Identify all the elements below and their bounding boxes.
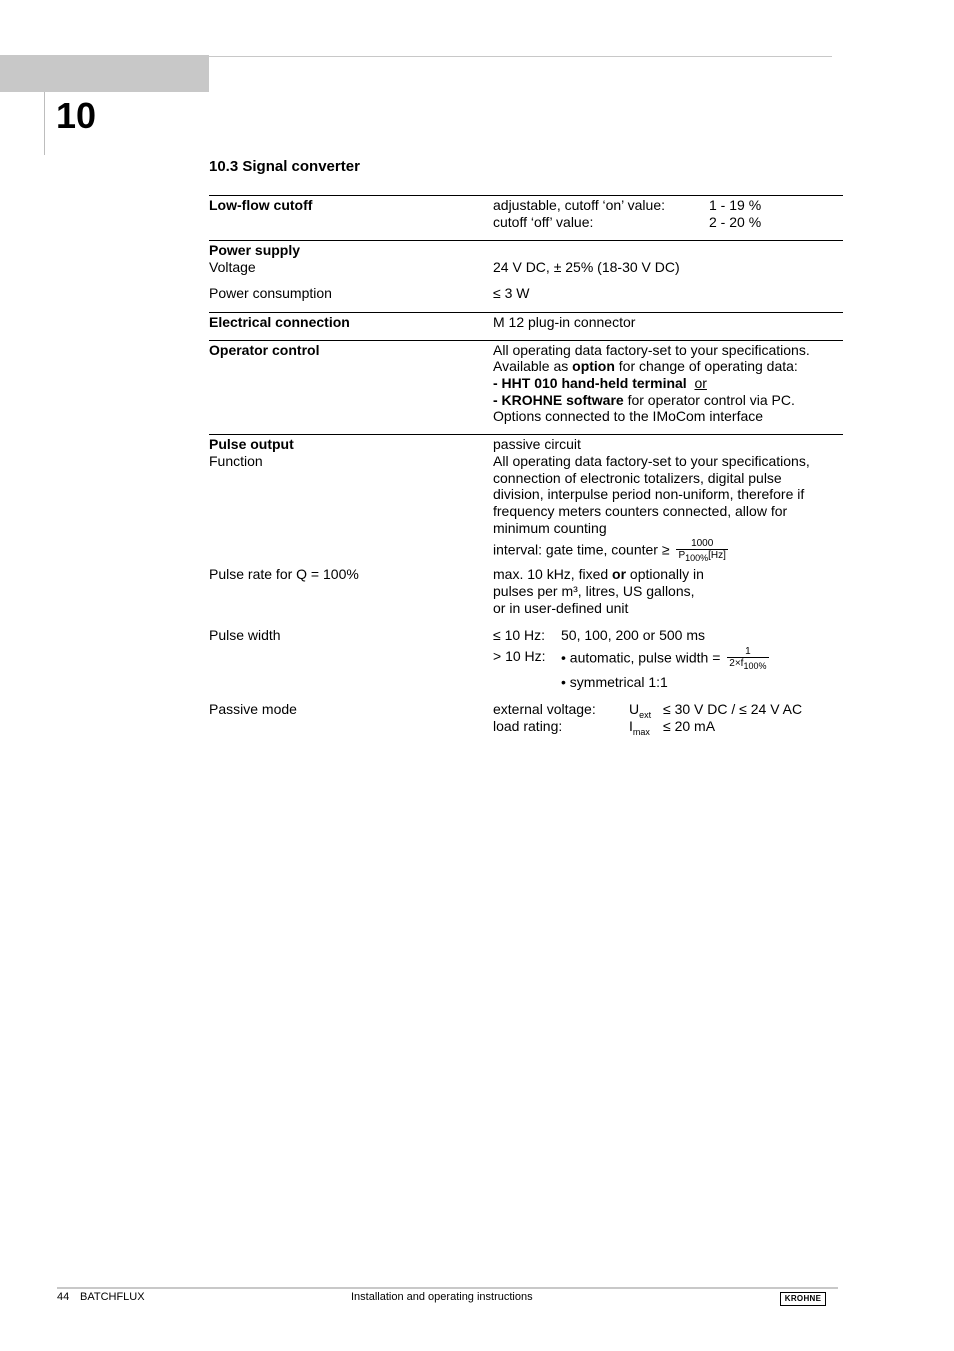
- width-high-formula: • automatic, pulse width = $\frac{1}{2\times f_{100\%}}$: [561, 646, 767, 671]
- pulse-label: Pulse output: [209, 436, 294, 452]
- width-symmetrical: • symmetrical 1:1: [561, 674, 668, 690]
- consumption-label: Power consumption: [209, 285, 332, 301]
- row-divider: [209, 340, 843, 341]
- operator-line-5: Options connected to the IMoCom interface: [493, 408, 764, 424]
- lowflow-off-value: 2 - 20 %: [709, 214, 762, 230]
- ext-voltage-value: ≤ 30 V DC / ≤ 24 V AC: [663, 701, 803, 717]
- load-rating-symbol: $I_{max}$: [629, 718, 650, 737]
- ext-voltage-symbol: $U_{ext}$: [629, 701, 652, 720]
- load-rating-value: ≤ 20 mA: [663, 718, 716, 734]
- electrical-value: M 12 plug-in connector: [493, 314, 636, 330]
- power-label: Power supply: [209, 242, 301, 258]
- passive-circuit: passive circuit: [493, 436, 581, 452]
- operator-label: Operator control: [209, 342, 320, 358]
- electrical-label: Electrical connection: [209, 314, 350, 330]
- operator-line-2: Available as option for change of operating data:: [493, 358, 798, 374]
- footer-rule: [57, 1287, 838, 1289]
- product-name: BATCHFLUX: [80, 1291, 145, 1303]
- voltage-label: Voltage: [209, 259, 256, 275]
- header-rule: [209, 56, 832, 57]
- rate-line-2: pulses per m³, litres, US gallons,: [493, 583, 695, 599]
- width-label: Pulse width: [209, 627, 281, 643]
- header-tab: [0, 55, 209, 92]
- krohne-logo: KROHNE: [780, 1292, 826, 1306]
- row-divider: [209, 240, 843, 241]
- pulse-desc-3: division, interpulse period non-uniform, therefore if: [493, 486, 805, 502]
- width-low-cond: ≤ 10 Hz:: [493, 627, 546, 643]
- lowflow-label: Low-flow cutoff: [209, 197, 313, 213]
- load-rating-label: load rating:: [493, 718, 563, 734]
- consumption-value: ≤ 3 W: [493, 285, 530, 301]
- section-title: 10.3 Signal converter: [209, 158, 360, 175]
- row-divider: [209, 434, 843, 435]
- interval-formula: interval: gate time, counter ≥ $\frac{1000}{P_{100\%}[Hz]}$: [493, 538, 726, 563]
- rate-label: Pulse rate for Q = 100%: [209, 566, 359, 582]
- ext-voltage-label: external voltage:: [493, 701, 596, 717]
- operator-line-3: - HHT 010 hand-held terminal or: [493, 375, 707, 391]
- lowflow-on-value: 1 - 19 %: [709, 197, 762, 213]
- passive-mode-label: Passive mode: [209, 701, 297, 717]
- rate-line-3: or in user-defined unit: [493, 600, 629, 616]
- row-divider: [209, 195, 843, 196]
- operator-line-1: All operating data factory-set to your specifications.: [493, 342, 810, 358]
- width-low-value: 50, 100, 200 or 500 ms: [561, 627, 705, 643]
- lowflow-on-text: adjustable, cutoff ‘on’ value:: [493, 197, 666, 213]
- row-divider: [209, 312, 843, 313]
- voltage-value: 24 V DC, ± 25% (18-30 V DC): [493, 259, 680, 275]
- function-label: Function: [209, 453, 263, 469]
- chapter-bar: [44, 92, 45, 155]
- rate-line-1: max. 10 kHz, fixed or optionally in: [493, 566, 704, 582]
- document-title: Installation and operating instructions: [351, 1291, 533, 1303]
- pulse-desc-2: connection of electronic totalizers, digital pulse: [493, 470, 782, 486]
- pulse-desc-5: minimum counting: [493, 520, 607, 536]
- lowflow-off-text: cutoff ‘off’ value:: [493, 214, 594, 230]
- page-number: 44: [57, 1291, 70, 1303]
- pulse-desc-4: frequency meters counters connected, allow for: [493, 503, 788, 519]
- chapter-number: 10: [56, 95, 97, 136]
- width-high-cond: > 10 Hz:: [493, 648, 546, 664]
- pulse-desc-1: All operating data factory-set to your specifications,: [493, 453, 810, 469]
- operator-line-4: - KROHNE software for operator control via PC.: [493, 392, 795, 408]
